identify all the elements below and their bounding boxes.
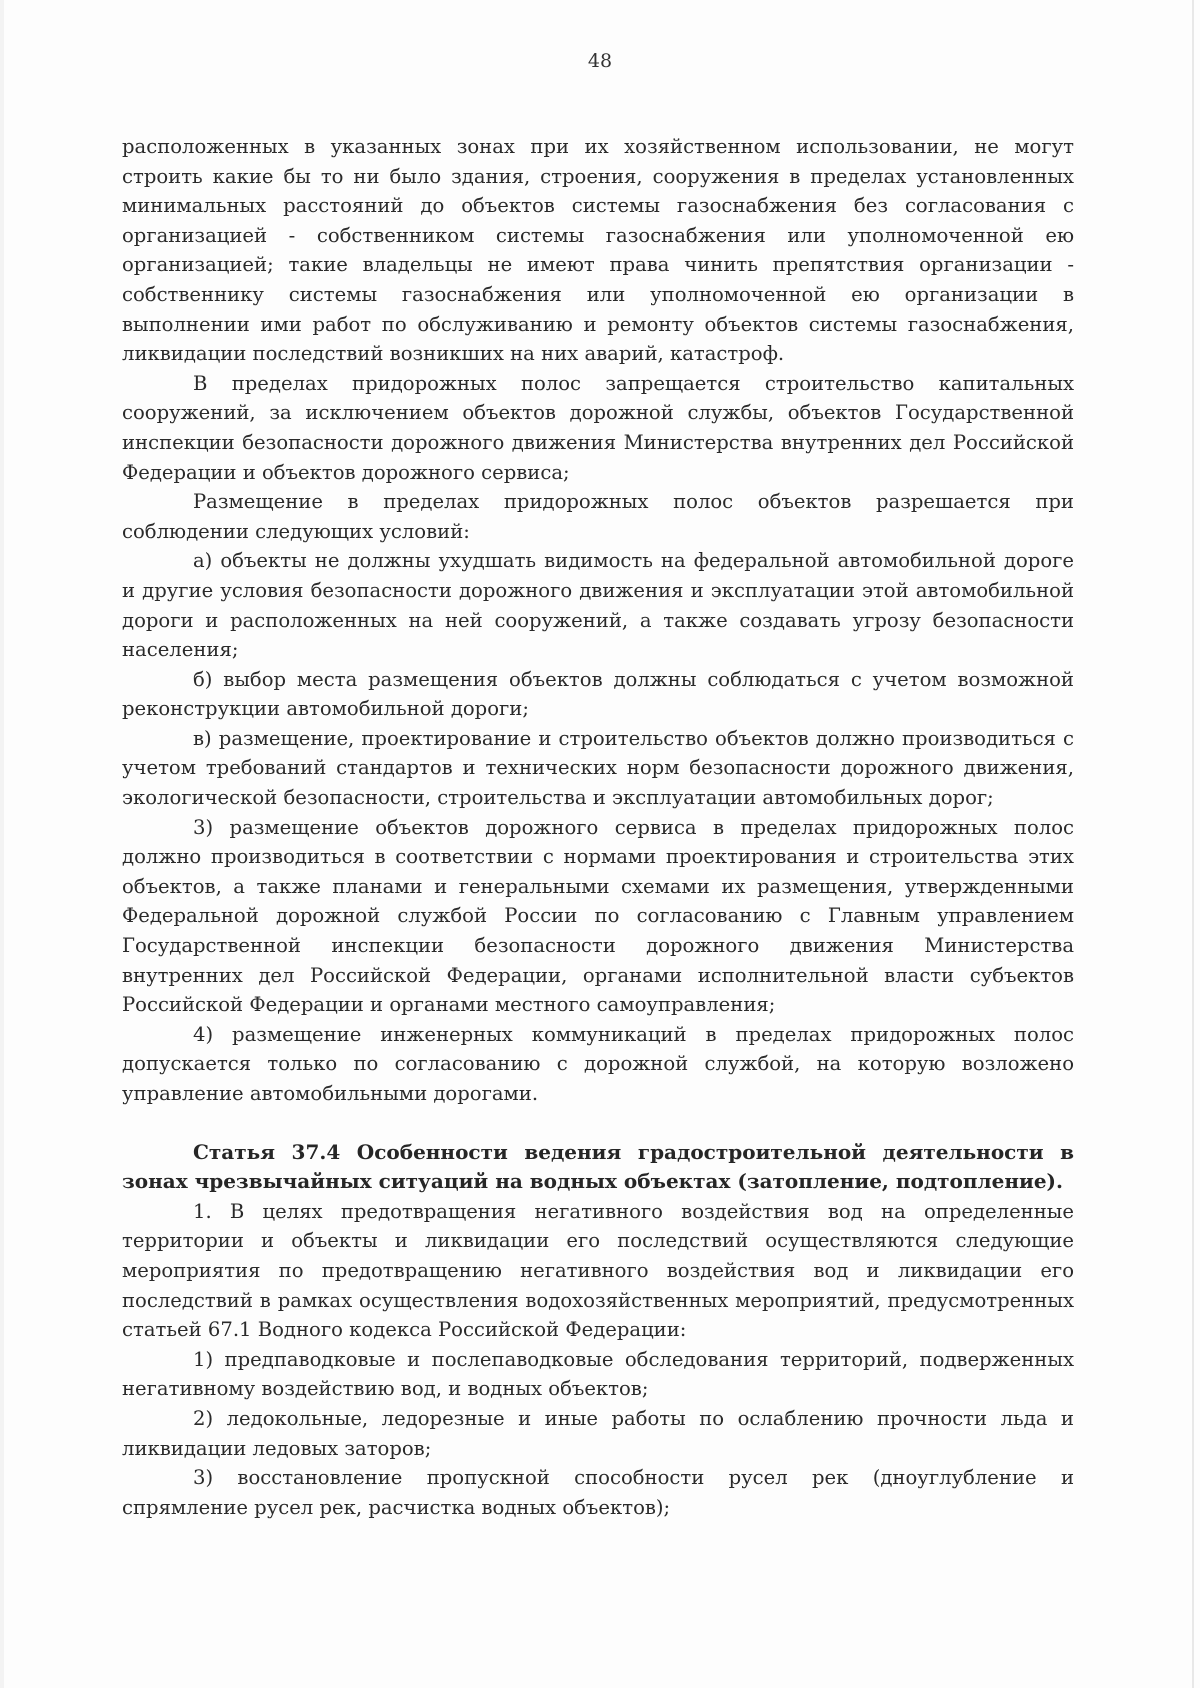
list-item-b: б) выбор места размещения объектов должны соблюдаться с учетом возможной реконструкции автомобильной дороги;	[122, 667, 1074, 721]
section-heading: Статья 37.4 Особенности ведения градостроительной деятельности в зонах чрезвычайных ситуаций на водных объектах (затопление, подтопление).	[122, 1139, 1074, 1194]
paragraph: В пределах придорожных полос запрещается строительство капитальных сооружений, за исключением объектов дорожной службы, объектов Государственной инспекции безопасности дорожного движения Министерства внутренних дел Российской Федерации и объектов дорожного сервиса;	[122, 371, 1074, 484]
paragraph-continuation: расположенных в указанных зонах при их хозяйственном использовании, не могут строить какие бы то ни было здания, строения, сооружения в пределах установленных минимальных расстояний до объектов системы газоснабжения без согласования с организацией - собственником системы газоснабжения или уполномоченной ею организацией; такие владельцы не имеют права чинить препятствия организации - собственнику системы газоснабжения или уполномоченной ею организации в выполнении ими работ по обслуживанию и ремонту объектов системы газоснабжения, ликвидации последствий возникших на них аварий, катастроф.	[122, 135, 1074, 366]
list-item-v: в) размещение, проектирование и строительство объектов должно производиться с учетом требований стандартов и технических норм безопасности дорожного движения, экологической безопасности, строительства и эксплуатации автомобильных дорог;	[122, 726, 1074, 810]
section-list-item-2: 2) ледокольные, ледорезные и иные работы по ослаблению прочности льда и ликвидации ледовых заторов;	[122, 1406, 1074, 1460]
paragraph: Размещение в пределах придорожных полос объектов разрешается при соблюдении следующих условий:	[122, 490, 1074, 543]
list-item-a: а) объекты не должны ухудшать видимость на федеральной автомобильной дороге и другие условия безопасности дорожного движения и эксплуатации этой автомобильной дороги и расположенных на ней сооружений, а также создавать угрозу безопасности населения;	[122, 549, 1074, 662]
page-number: 48	[587, 50, 613, 72]
section-paragraph: 1. В целях предотвращения негативного воздействия вод на определенные территории и объекты и ликвидации его последствий осуществляются следующие мероприятия по предотвращению негативного воздействия вод и ликвидации его последствий в рамках осуществления водохозяйственных мероприятий, предусмотренных статьей 67.1 Водного кодекса Российской Федерации:	[122, 1199, 1074, 1342]
document-body	[122, 132, 1074, 1522]
section-list-item-1: 1) предпаводковые и послепаводковые обследования территорий, подверженных негативному воздействию вод, и водных объектов;	[122, 1347, 1074, 1401]
scan-edge-left	[0, 0, 4, 1688]
list-item-4: 4) размещение инженерных коммуникаций в пределах придорожных полос допускается только по согласованию с дорожной службой, на которую возложено управление автомобильными дорогами.	[122, 1022, 1074, 1105]
section-list-item-3: 3) восстановление пропускной способности русел рек (дноуглубление и спрямление русел рек, расчистка водных объектов);	[122, 1466, 1074, 1519]
list-item-3: 3) размещение объектов дорожного сервиса в пределах придорожных полос должно производиться в соответствии с нормами проектирования и строительства этих объектов, а также планами и генеральными схемами их размещения, утвержденными Федеральной дорожной службой России по согласованию с Главным управлением Государственной инспекции безопасности дорожного движения Министерства внутренних дел Российской Федерации, органами исполнительной власти субъектов Российской Федерации и органами местного самоуправления;	[122, 815, 1074, 1017]
scan-edge-right	[1192, 0, 1194, 1688]
